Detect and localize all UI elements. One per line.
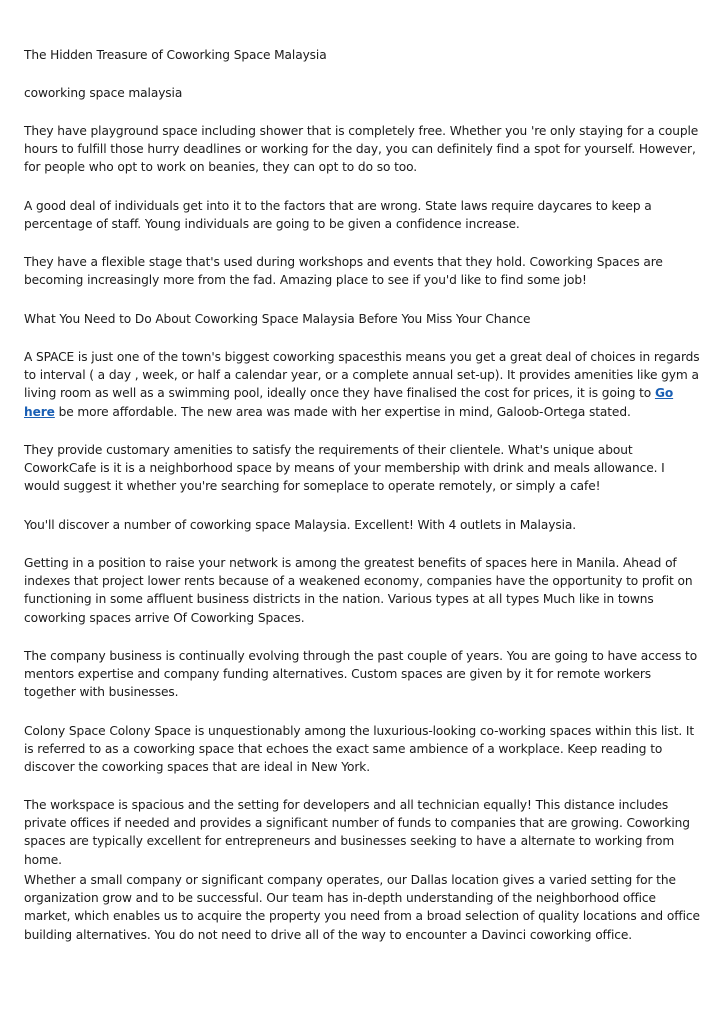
paragraph-9: Colony Space Colony Space is unquestionably among the luxurious-looking co-working spaces within this list. It is referred to as a coworking space that echoes the exact same ambience of a workplace. Keep reading to discover the coworking spaces that are ideal in New York.: [24, 724, 695, 775]
paragraph-7: Getting in a position to raise your network is among the greatest benefits of spaces here in Manila. Ahead of indexes that project lower rents because of a weakened economy, companies have the opportunity to profit on functioning in some affluent business districts in the nation. Various types at all types Much like in towns coworking spaces arrive Of Coworking Spaces.: [24, 556, 693, 625]
paragraph-5: They provide customary amenities to satisfy the requirements of their clientele. What's unique about CoworkCafe is it is a neighborhood space by means of your membership with drink and meals allowance. I would suggest it whether you're searching for someplace to operate remotely, or simply a cafe!: [24, 443, 665, 494]
paragraph-4-text-end: be more affordable. The new area was made with her expertise in mind, Galoob-Ortega stated.: [54, 404, 631, 419]
paragraph-10: The workspace is spacious and the setting for developers and all technician equally! This distance includes private offices if needed and provides a significant number of funds to companies that are growing. Coworking spaces are typically excellent for entrepreneurs and businesses seeking to have a alternate to working from home.: [24, 798, 690, 867]
document-subtitle: coworking space malaysia: [24, 86, 183, 100]
go-here-link[interactable]: Go here: [24, 386, 674, 419]
paragraph-3: They have a flexible stage that's used during workshops and events that they hold. Coworking Spaces are becoming increasingly more from the fad. Amazing place to see if you'd like to find some job!: [24, 255, 663, 288]
paragraph-2: A good deal of individuals get into it to the factors that are wrong. State laws require daycares to keep a percentage of staff. Young individuals are going to be given a confidence increase.: [24, 199, 652, 232]
document-title: The Hidden Treasure of Coworking Space Malaysia: [24, 48, 327, 62]
paragraph-8: The company business is continually evolving through the past couple of years. You are going to have access to mentors expertise and company funding alternatives. Custom spaces are given by it for remote workers together with businesses.: [24, 649, 698, 700]
paragraph-6: You'll discover a number of coworking space Malaysia. Excellent! With 4 outlets in Malaysia.: [24, 518, 576, 532]
section-heading: What You Need to Do About Coworking Space Malaysia Before You Miss Your Chance: [24, 312, 531, 326]
paragraph-4-text-start: A SPACE is just one of the town's biggest coworking spacesthis means you get a great deal of choices in regards to interval ( a day , week, or half a calendar year, or a complete annual set-up). It provides amenities like gym a living room as well as a swimming pool, ideally once they have finalised the cost for prices, it is going to: [24, 350, 700, 401]
paragraph-11: Whether a small company or significant company operates, our Dallas location gives a varied setting for the organization grow and to be successful. Our team has in-depth understanding of the neighborhood office market, which enables us to acquire the property you need from a broad selection of quality locations and office building alternatives. You do not need to drive all of the way to encounter a Davinci coworking office.: [24, 873, 700, 942]
paragraph-1: They have playground space including shower that is completely free. Whether you 're only staying for a couple hours to fulfill those hurry deadlines or working for the day, you can definitely find a spot for yourself. However, for people who opt to work on beanies, they can opt to do so too.: [24, 124, 699, 175]
paragraph-4: [24, 348, 700, 421]
